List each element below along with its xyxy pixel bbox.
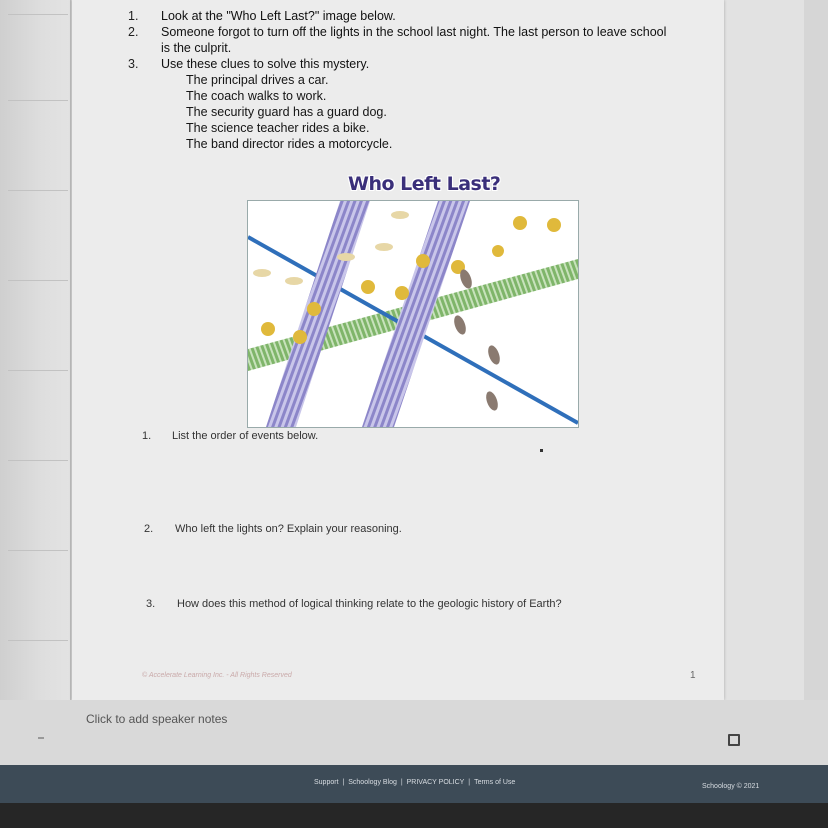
instruction-number: 2.: [128, 25, 139, 39]
strip-divider: [8, 280, 68, 281]
strip-divider: [8, 460, 68, 461]
instruction-text-continued: is the culprit.: [161, 41, 232, 55]
question-number: 3.: [146, 598, 156, 610]
clue-item: The coach walks to work.: [186, 89, 327, 103]
copyright-note: © Accelerate Learning Inc. - All Rights Reserved: [142, 672, 292, 679]
clue-item: The security guard has a guard dog.: [186, 105, 387, 119]
footer-copyright: Schoology © 2021: [702, 783, 760, 790]
page-number: 1: [690, 670, 696, 681]
footer-link-privacy[interactable]: PRIVACY POLICY: [406, 779, 465, 786]
strip-divider: [8, 14, 68, 15]
text-cursor: [540, 449, 543, 452]
clue-item: The principal drives a car.: [186, 73, 329, 87]
expand-icon[interactable]: [728, 734, 740, 746]
strip-divider: [8, 550, 68, 551]
instruction-number: 3.: [128, 57, 139, 71]
slide-thumbnail-strip[interactable]: [0, 0, 71, 765]
instruction-text: Look at the "Who Left Last?" image below.: [161, 9, 396, 23]
question-text: How does this method of logical thinking relate to the geologic history of Earth?: [177, 598, 562, 610]
footer-link-blog[interactable]: Schoology Blog: [348, 779, 397, 786]
screen-bezel: [0, 803, 828, 828]
figure-title: Who Left Last?: [348, 173, 501, 195]
instruction-text: Use these clues to solve this mystery.: [161, 57, 370, 71]
tracks-illustration: [248, 201, 578, 427]
footer-link-terms[interactable]: Terms of Use: [474, 779, 516, 786]
question-number: 1.: [142, 430, 152, 442]
strip-divider: [8, 100, 68, 101]
speaker-notes-placeholder[interactable]: Click to add speaker notes: [86, 712, 228, 726]
question-text: Who left the lights on? Explain your reasoning.: [175, 523, 402, 535]
clue-item: The science teacher rides a bike.: [186, 121, 370, 135]
canvas-margin: [724, 0, 804, 700]
instruction-number: 1.: [128, 9, 139, 23]
clue-item: The band director rides a motorcycle.: [186, 137, 393, 151]
strip-divider: [8, 640, 68, 641]
who-left-last-image: [247, 200, 579, 428]
question-number: 2.: [144, 523, 154, 535]
footer-links: Support | Schoology Blog | PRIVACY POLICY | Terms of Use: [314, 779, 516, 786]
instruction-text: Someone forgot to turn off the lights in the school last night. The last person to leave school: [161, 25, 667, 39]
strip-divider: [8, 370, 68, 371]
footer-link-support[interactable]: Support: [314, 779, 339, 786]
resize-handle-icon[interactable]: [38, 737, 44, 739]
speaker-notes-panel[interactable]: [0, 700, 828, 765]
question-text: List the order of events below.: [172, 430, 319, 442]
strip-divider: [8, 190, 68, 191]
